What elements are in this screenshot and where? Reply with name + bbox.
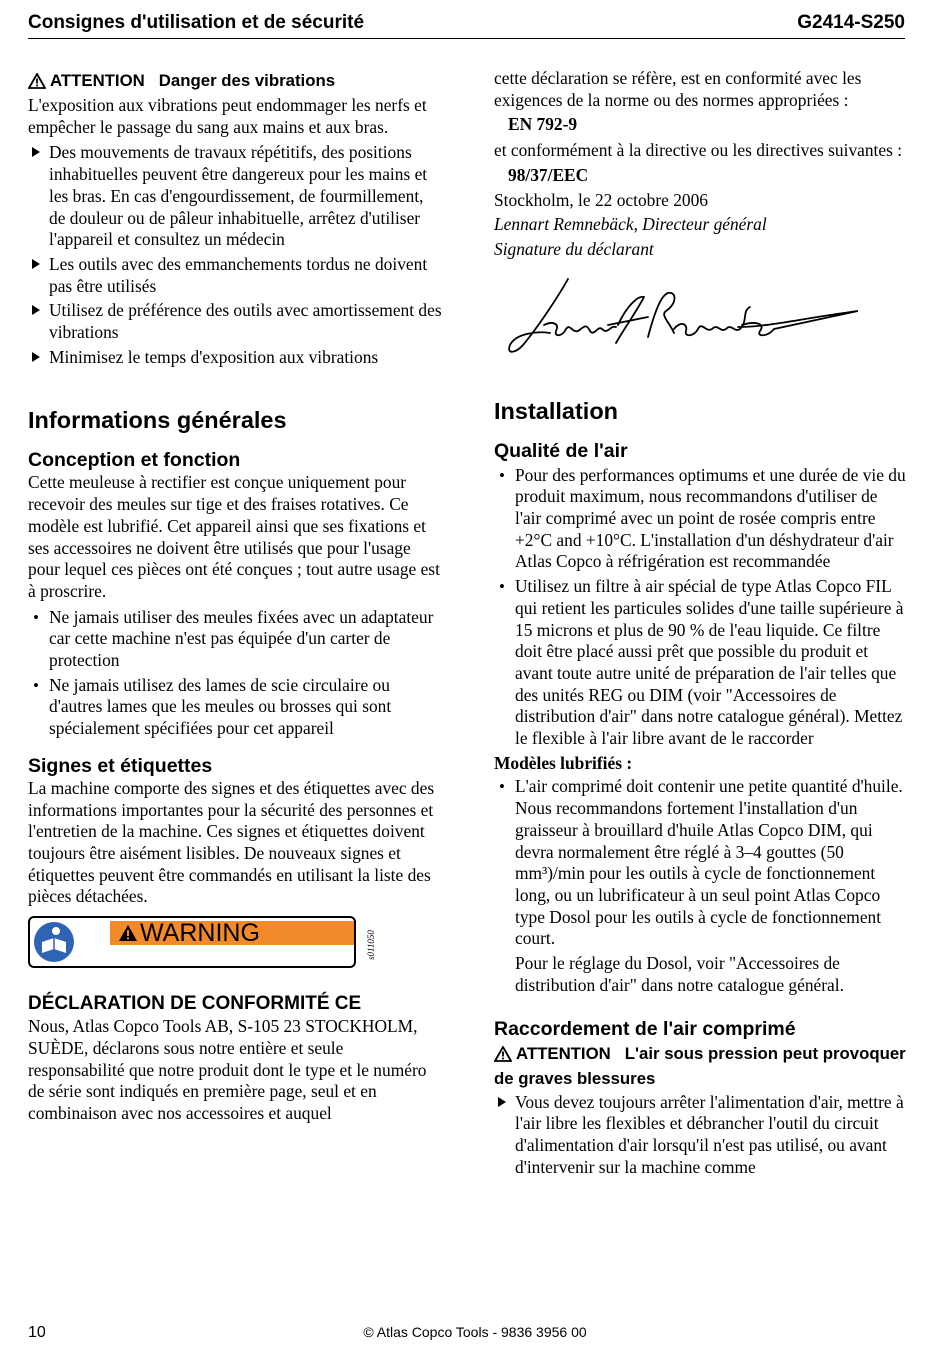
list-item-text: Pour des performances optimums et une durée de vie du produit maximum, nous recommandons d'utiliser de l'air comprimé avec un point de rosée compris entre +2°C and +10°C. L'installation d'un déshydrateur d'air Atlas Copco à réfrigération est recommandée xyxy=(515,464,906,572)
list-item-text: Des mouvements de travaux répétitifs, des positions inhabituelles peuvent être dangereux pour les mains et les bras. En cas d'engourdissement, de fourmillement, de douleur ou de pâleur inhabituelle, arrêtez d'utiliser l'appareil et consultez un médecin xyxy=(49,142,428,250)
list-item: • Utilisez un filtre à air spécial de type Atlas Copco FIL qui retient les particules solides d'une taille supérieure à 15 microns et plus de 90 % de l'eau liquide. Ce filtre doit être placé aussi prêt que possible du produit et avant toute autre unité de préparation de l'air telles que des unités REG ou DIM (voir "Accessoires de distribution d'air" dans notre catalogue général). Mettez le flexible à l'air libre avant de le raccorder xyxy=(499,576,904,749)
attention-title: Danger des vibrations xyxy=(158,71,336,90)
declaration-text-3: et conformément à la directive ou les directives suivantes : xyxy=(494,140,903,161)
vibration-attention xyxy=(28,70,443,95)
warning-bar xyxy=(110,919,354,948)
attention-title: L'air sous pression peut provoquer de graves blessures xyxy=(494,1043,906,1088)
connection-list xyxy=(494,1092,906,1179)
warning-triangle-icon xyxy=(28,73,46,95)
lubricated-list xyxy=(494,776,906,950)
declaration-directive: 98/37/EEC xyxy=(508,164,589,185)
dosol-text: Pour le réglage du Dosol, voir "Accessoires de distribution d'air" dans notre catalogue général. xyxy=(515,953,844,995)
conception-text: Cette meuleuse à rectifier est conçue uniquement pour recevoir des meules sur tige et des fraises rotatives. Ce modèle est lubrifié. Cet appareil ainsi que ses fixations et ses accessoires ne doivent être utilisés que pour l'usage pour lequel ces pièces ont été conçues ; tout autre usage est à proscrire. xyxy=(28,472,440,601)
warning-text: WARNING xyxy=(140,919,260,948)
list-item: • Ne jamais utiliser des meules fixées avec un adaptateur car cette machine n'est pas équipée d'un carter de protection xyxy=(33,606,434,671)
signs-text: La machine comporte des signes et des étiquettes avec des informations importantes pour la sécurité des personnes et l'entretien de la machine. Ces signes et étiquettes doivent toujours être aisément lisibles. De nouveaux signes et étiquettes peuvent être commandés en utilisant la liste des pièces détachées. xyxy=(28,777,435,907)
vibration-list xyxy=(28,142,443,368)
list-item xyxy=(28,347,443,369)
list-item-text: Minimisez le temps d'exposition aux vibrations xyxy=(49,346,379,367)
list-item: • Pour des performances optimums et une durée de vie du produit maximum, nous recommandons d'utiliser de l'air comprimé avec un point de rosée compris entre +2°C and +10°C. L'installation d'un déshydrateur d'air Atlas Copco à réfrigération est recommandée xyxy=(499,464,906,572)
list-item-text: Ne jamais utiliser des meules fixées avec un adaptateur car cette machine n'est pas équipée d'un carter de protection xyxy=(49,606,434,671)
list-item xyxy=(28,300,443,343)
general-heading: Informations générales xyxy=(28,407,287,434)
declaration-text-1: Nous, Atlas Copco Tools AB, S-105 23 STOCKHOLM, SUÈDE, déclarons sous notre entière et seule responsabilité que notre produit dont le type et le numéro de série sont indiqués en première page, seul et en combinaison avec nos accessoires et auquel xyxy=(28,1016,427,1123)
declaration-heading: DÉCLARATION DE CONFORMITÉ CE xyxy=(28,993,362,1015)
warning-triangle-icon xyxy=(494,1046,512,1068)
declaration-signer: Lennart Remnebäck, Directeur général xyxy=(494,214,767,235)
declaration-place-date: Stockholm, le 22 octobre 2006 xyxy=(494,189,708,210)
signature-image xyxy=(494,261,906,365)
page-number: 10 xyxy=(28,1324,46,1341)
connection-attention xyxy=(494,1043,906,1090)
installation-heading: Installation xyxy=(494,397,619,424)
list-item xyxy=(28,142,443,251)
list-item-text: Vous devez toujours arrêter l'alimentation d'air, mettre à l'air libre les flexibles et débrancher l'outil du circuit d'alimentation d'air lorsqu'il n'est pas utilisé, ou avant d'intervenir sur la machine comme xyxy=(515,1091,904,1177)
list-item-text: Ne jamais utilisez des lames de scie circulaire ou d'autres lames que les meules ou brosses qui sont spécialement spécifiées pour cet appareil xyxy=(49,674,392,739)
footer-copyright: © Atlas Copco Tools - 9836 3956 00 xyxy=(363,1324,587,1340)
list-item-text: Utilisez un filtre à air spécial de type Atlas Copco FIL qui retient les particules solides d'une taille supérieure à 15 microns et plus de 90 % de l'eau liquide. Ce filtre doit être placé aussi prêt que possible du produit et avant toute autre unité de préparation de l'air telles que des unités REG ou DIM (voir "Accessoires de distribution d'air" dans notre catalogue général). Mettez le flexible à l'air libre avant de le raccorder xyxy=(515,576,904,749)
conception-heading: Conception et fonction xyxy=(28,449,241,472)
air-quality-list xyxy=(494,465,906,750)
page-header xyxy=(28,10,905,39)
attention-label: ATTENTION xyxy=(516,1043,611,1063)
left-column xyxy=(28,68,443,1125)
signs-heading: Signes et étiquettes xyxy=(28,754,213,777)
conception-list xyxy=(28,607,443,740)
right-column xyxy=(494,68,906,1181)
header-title: Consignes d'utilisation et de sécurité xyxy=(28,12,365,33)
declaration-text-2: cette déclaration se réfère, est en conformité avec les exigences de la norme ou des normes appropriées : xyxy=(494,68,862,110)
list-item: • L'air comprimé doit contenir une petite quantité d'huile. Nous recommandons fortement l'installation d'un graisseur à brouillard d'huile Atlas Copco DIM, qui devra normalement être réglé à 3–4 gouttes (50 mm³)/min pour les outils à cycle de fonctionnement long, ou un lubrificateur à un seul point Atlas Copco type Dosol pour les outils à cycle de fonctionnement court. xyxy=(499,776,903,949)
declaration-signer-role: Signature du déclarant xyxy=(494,238,654,259)
warning-code: s011050 xyxy=(366,930,376,961)
attention-label: ATTENTION xyxy=(50,71,145,90)
vibration-intro: L'exposition aux vibrations peut endommager les nerfs et empêcher le passage du sang aux mains et aux bras. xyxy=(28,95,427,137)
warning-label-image xyxy=(28,916,376,968)
read-manual-icon xyxy=(34,922,74,962)
declaration-norm: EN 792-9 xyxy=(508,114,578,135)
air-quality-heading: Qualité de l'air xyxy=(494,439,628,462)
list-item xyxy=(494,1092,906,1179)
list-item-text: Les outils avec des emmanchements tordus ne doivent pas être utilisés xyxy=(49,253,428,296)
list-item-text: L'air comprimé doit contenir une petite quantité d'huile. Nous recommandons fortement l'installation d'un graisseur à brouillard d'huile Atlas Copco DIM, qui devra normalement être réglé à 3–4 gouttes (50 mm³)/min pour les outils à cycle de fonctionnement long, ou un lubrificateur à un seul point Atlas Copco type Dosol pour les outils à cycle de fonctionnement court. xyxy=(515,776,903,949)
warning-triangle-icon xyxy=(118,924,138,942)
list-item xyxy=(28,254,443,297)
header-model: G2414-S250 xyxy=(797,12,905,33)
connection-heading: Raccordement de l'air comprimé xyxy=(494,1017,796,1040)
lubricated-heading: Modèles lubrifiés : xyxy=(494,752,633,773)
list-item: • Ne jamais utilisez des lames de scie circulaire ou d'autres lames que les meules ou brosses qui sont spécialement spécifiées pour cet appareil xyxy=(33,674,392,739)
list-item-text: Utilisez de préférence des outils avec amortissement des vibrations xyxy=(49,300,442,343)
